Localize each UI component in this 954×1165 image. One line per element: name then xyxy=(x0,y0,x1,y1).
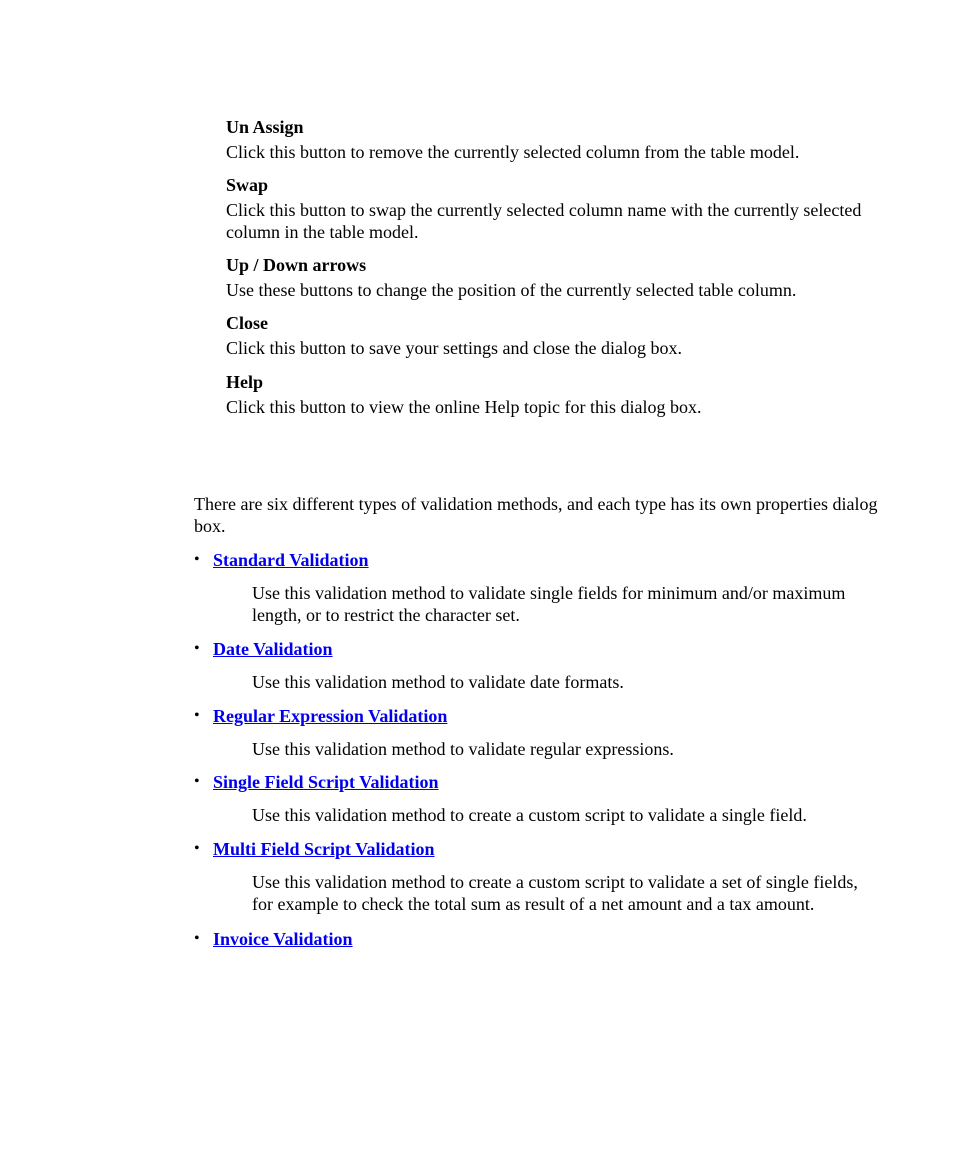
list-item-desc: Use this validation method to create a custom script to validate a single field. xyxy=(252,805,807,825)
bullet-icon: • xyxy=(194,840,200,857)
definition-term: Up / Down arrows xyxy=(226,255,367,275)
list-item xyxy=(194,638,894,693)
list-item-head xyxy=(194,928,894,950)
list-item-head xyxy=(194,771,894,793)
button-definitions xyxy=(226,116,906,418)
definition-close xyxy=(226,312,906,359)
list-item xyxy=(194,549,894,626)
regular-expression-validation-link[interactable]: Regular Expression Validation xyxy=(213,706,448,726)
invoice-validation-link[interactable]: Invoice Validation xyxy=(213,929,353,949)
list-item xyxy=(194,771,894,826)
standard-validation-link[interactable]: Standard Validation xyxy=(213,550,369,570)
validation-list xyxy=(194,549,894,950)
list-item-head xyxy=(194,838,894,860)
bullet-icon: • xyxy=(194,707,200,724)
list-item-desc: Use this validation method to validate regular expressions. xyxy=(252,739,674,759)
list-item-head xyxy=(194,705,894,727)
list-item-desc: Use this validation method to validate date formats. xyxy=(252,672,624,692)
list-item xyxy=(194,838,894,915)
date-validation-link[interactable]: Date Validation xyxy=(213,639,333,659)
definition-desc: Click this button to remove the currently selected column from the table model. xyxy=(226,142,800,162)
bullet-icon: • xyxy=(194,640,200,657)
definition-desc: Use these buttons to change the position of the currently selected table column. xyxy=(226,280,797,300)
multi-field-script-validation-link[interactable]: Multi Field Script Validation xyxy=(213,839,435,859)
definition-term: Help xyxy=(226,372,264,392)
definition-desc: Click this button to swap the currently selected column name with the currently selected column in the table model. xyxy=(226,200,862,242)
definition-term: Close xyxy=(226,313,268,333)
bullet-icon: • xyxy=(194,930,200,947)
list-item-desc: Use this validation method to validate single fields for minimum and/or maximum length, or to restrict the character set. xyxy=(252,583,846,625)
single-field-script-validation-link[interactable]: Single Field Script Validation xyxy=(213,772,439,792)
definition-term: Swap xyxy=(226,175,269,195)
list-item xyxy=(194,705,894,760)
definition-help xyxy=(226,371,906,418)
definition-swap xyxy=(226,174,906,243)
definition-term: Un Assign xyxy=(226,117,304,137)
validation-intro: There are six different types of validation methods, and each type has its own properties dialog box. xyxy=(194,494,878,536)
list-item-head xyxy=(194,549,894,571)
definition-un-assign xyxy=(226,116,906,163)
list-item-desc: Use this validation method to create a custom script to validate a set of single fields, for example to check the total sum as result of a net amount and a tax amount. xyxy=(252,872,858,914)
definition-desc: Click this button to view the online Help topic for this dialog box. xyxy=(226,397,702,417)
bullet-icon: • xyxy=(194,773,200,790)
definition-desc: Click this button to save your settings and close the dialog box. xyxy=(226,338,682,358)
bullet-icon: • xyxy=(194,551,200,568)
list-item-head xyxy=(194,638,894,660)
list-item xyxy=(194,928,894,950)
definition-up-down-arrows xyxy=(226,254,906,301)
